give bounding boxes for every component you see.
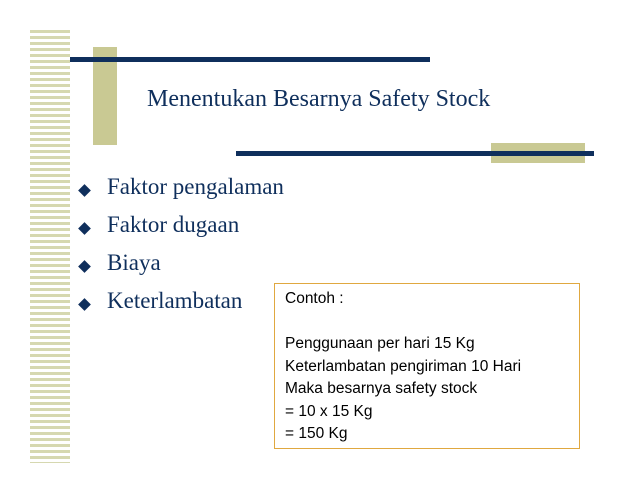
- bullet-text: Faktor pengalaman: [107, 174, 284, 199]
- diamond-bullet-icon: [78, 298, 91, 311]
- bullet-text: Biaya: [107, 250, 161, 275]
- slide-title: Menentukan Besarnya Safety Stock: [147, 86, 491, 112]
- decorative-navy-bar-bottom: [236, 151, 594, 156]
- decorative-navy-bar-top: [70, 57, 430, 62]
- example-line: = 10 x 15 Kg: [285, 402, 373, 420]
- example-heading: Contoh :: [285, 290, 344, 307]
- diamond-bullet-icon: [78, 260, 91, 273]
- example-line: Penggunaan per hari 15 Kg: [285, 335, 475, 352]
- diamond-bullet-icon: [78, 184, 91, 197]
- decorative-stripe-band: [30, 30, 70, 463]
- bullet-text: Faktor dugaan: [107, 212, 240, 237]
- example-line: = 150 Kg: [285, 425, 348, 442]
- example-line: Keterlambatan pengiriman 10 Hari: [285, 357, 522, 375]
- diamond-bullet-icon: [78, 222, 91, 235]
- example-line-blank: [285, 311, 579, 334]
- example-box: [274, 283, 580, 449]
- example-line: Maka besarnya safety stock: [285, 380, 478, 397]
- bullet-text: Keterlambatan: [107, 288, 243, 313]
